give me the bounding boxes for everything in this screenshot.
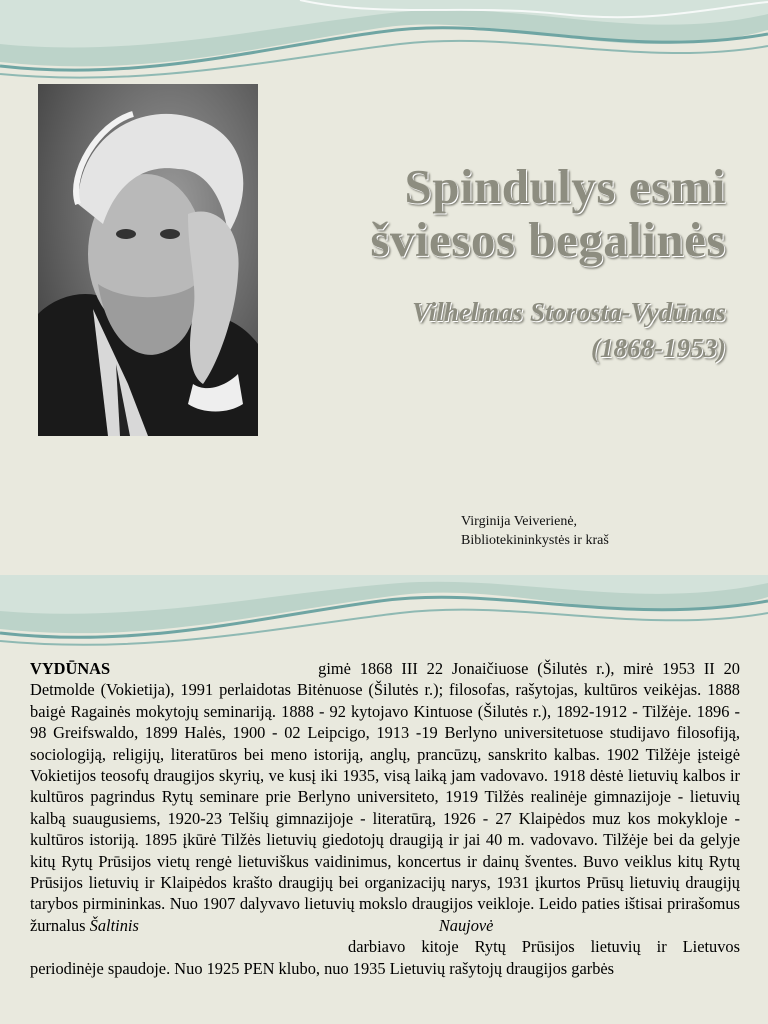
- title-line-1: Spindulys esmi: [404, 159, 726, 214]
- author-role: Bibliotekininkystės ir kraš: [461, 533, 609, 548]
- slide-subtitle: [412, 294, 726, 366]
- journal-title-1: Šaltinis: [89, 915, 139, 935]
- biography-lead: VYDŪNAS: [30, 659, 111, 678]
- biography-paragraph-2: darbiavo kitoje Rytų Prūsijos lietuvių ir Lietuvos periodinėje spaudoje. Nuo 1925 PEN klubo, nuo 1935 Lietuvių rašytojų draugijos garbės: [30, 937, 740, 978]
- portrait-photo: [38, 84, 258, 436]
- slide-title: [370, 160, 726, 266]
- decorative-waves-top: [0, 575, 768, 665]
- biography-text: [30, 658, 740, 979]
- author-credit: [461, 512, 609, 550]
- subtitle-name: Vilhelmas Storosta-Vydūnas: [412, 297, 726, 327]
- author-name: Virginija Veiverienė,: [461, 514, 578, 529]
- subtitle-years: (1868-1953): [591, 333, 726, 363]
- biography-paragraph-1: gimė 1868 III 22 Jonaičiuose (Šilutės r.), mirė 1953 II 20 Detmolde (Vokietija), 1991 perlaidotas Bitėnuose (Šilutės r.); filosofas, rašytojas, kultūros veikėjas. 1888 baigė Ragainės mokytojų seminariją. 1888 - 92 kytojavo Kintuose (Šilutės r.), 1892-1912 - Tilžėje. 1896 - 98 Greifswaldo, 1899 Halės, 1900 - 02 Leipcigo, 1913 -19 Berlyno universitetuose studijavo filosofiją, sociologiją, religijų, literatūros bei meno istoriją, anglų, prancūzų, sanskrito kalbas. 1902 Tilžėje įsteigė Vokietijos teosofų draugijos skyrių, ve kusį iki 1935, visą laiką jam vadovavo. 1918 dėstė lietuvių kalbos ir kultūros pagrindus Rytų seminare prie Berlyno universiteto, 1919 Tilžės realinėje gimnazijoje - lietuvių kalbą suaugusiems, 1920-23 Telšių gimnazijoje - literatūrą, 1926 - 27 Klaipėdos muz kos mokykloje - kultūros istoriją. 1895 įkūrė Tilžės lietuvių giedotojų draugiją ir jai 40 m. vadovavo. Tilžėje bei da gelyje kitų Rytų Prūsijos vietų rengė lietuviškus vaidinimus, koncertus ir dainų šventes. Buvo veiklus kitų Rytų Prūsijos lietuvių ir Klaipėdos krašto draugijų bei organizacijų narys, 1931 įkurtos Prūsų lietuvių draugijų tarybos pirmininkas. Nuo 1907 dalyvavo lietuvių mokslo draugijos veikloje. Leido paties ištisai prirašomus žurnalus: [30, 659, 740, 935]
- biography-slide: [0, 575, 768, 1024]
- title-line-2: šviesos begalinės: [370, 212, 726, 267]
- journal-title-2: Naujovė: [438, 915, 494, 935]
